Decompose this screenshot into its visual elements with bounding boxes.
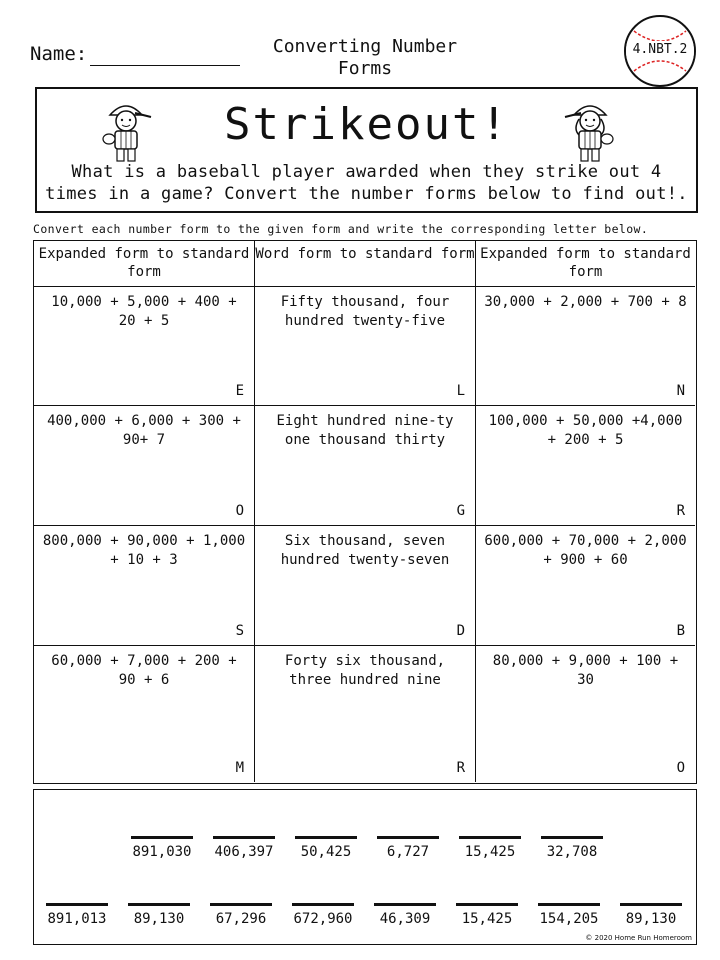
answer-blank[interactable] <box>456 903 518 906</box>
answer-number: 15,425 <box>464 844 516 860</box>
answer-blank[interactable] <box>128 903 190 906</box>
answer-blank[interactable] <box>538 903 600 906</box>
column-header: Expanded form to standard form <box>34 241 255 287</box>
answer-number: 154,205 <box>539 911 599 927</box>
answer-number: 89,130 <box>625 911 677 927</box>
answer-blank[interactable] <box>459 836 521 839</box>
answer-letter: D <box>456 623 465 639</box>
answer-number: 32,708 <box>546 844 598 860</box>
answer-number: 891,030 <box>132 844 192 860</box>
answer-letter: N <box>676 383 685 399</box>
riddle-line-1: What is a baseball player awarded when they strike out 4 <box>71 162 662 182</box>
answer-number: 67,296 <box>215 911 267 927</box>
title-line-1: Converting Number <box>272 36 458 57</box>
copyright-notice: © 2020 Home Run Homeroom <box>585 934 692 942</box>
answer-slot[interactable] <box>211 836 277 860</box>
problem-text: 10,000 + 5,000 + 400 + 20 + 5 <box>51 294 237 329</box>
column-header: Word form to standard form <box>255 241 476 287</box>
answer-letter: R <box>676 503 685 519</box>
strikeout-title: Strikeout! <box>224 99 509 150</box>
riddle-question <box>37 161 696 205</box>
problem-text: 800,000 + 90,000 + 1,000 + 10 + 3 <box>42 533 246 568</box>
answer-number: 406,397 <box>214 844 274 860</box>
answer-number: 50,425 <box>300 844 352 860</box>
problem-cell[interactable] <box>255 646 476 782</box>
answer-slot[interactable] <box>44 903 110 927</box>
answer-slot[interactable] <box>536 903 602 927</box>
name-line[interactable] <box>90 65 240 66</box>
answer-blank[interactable] <box>374 903 436 906</box>
answer-letter: E <box>235 383 244 399</box>
answer-letter: O <box>676 760 685 776</box>
name-label: Name: <box>30 43 88 65</box>
problem-cell[interactable] <box>34 646 255 782</box>
problem-cell[interactable] <box>255 287 476 406</box>
answer-letter: L <box>456 383 465 399</box>
answer-slot[interactable] <box>375 836 441 860</box>
problem-text: 100,000 + 50,000 +4,000 + 200 + 5 <box>488 413 683 448</box>
answer-letter: G <box>456 503 465 519</box>
problem-cell[interactable] <box>34 406 255 526</box>
answer-blank[interactable] <box>620 903 682 906</box>
answer-slot[interactable] <box>290 903 356 927</box>
problem-text: Eight hundred nine-ty one thousand thirty <box>276 413 454 448</box>
problem-cell[interactable] <box>255 406 476 526</box>
problem-cell[interactable] <box>476 526 695 646</box>
problem-cell[interactable] <box>476 406 695 526</box>
problem-cell[interactable] <box>255 526 476 646</box>
strikeout-banner <box>35 87 698 213</box>
answer-number: 46,309 <box>379 911 431 927</box>
answer-slot[interactable] <box>126 903 192 927</box>
answer-letter: O <box>235 503 244 519</box>
column-header: Expanded form to standard form <box>476 241 695 287</box>
answer-blank[interactable] <box>377 836 439 839</box>
answer-blank[interactable] <box>213 836 275 839</box>
riddle-line-2: times in a game? Convert the number forms below to find out!. <box>45 184 688 204</box>
problem-text: Forty six thousand, three hundred nine <box>284 653 446 688</box>
problem-cell[interactable] <box>34 526 255 646</box>
problem-text: Fifty thousand, four hundred twenty-five <box>280 294 450 329</box>
answer-number: 672,960 <box>293 911 353 927</box>
answer-slot[interactable] <box>454 903 520 927</box>
answer-slot[interactable] <box>129 836 195 860</box>
answer-letter: B <box>676 623 685 639</box>
answer-blank[interactable] <box>131 836 193 839</box>
instructions: Convert each number form to the given form and write the corresponding letter below. <box>33 222 649 236</box>
answer-blank[interactable] <box>295 836 357 839</box>
answer-number: 6,727 <box>386 844 430 860</box>
title-line-2: Forms <box>337 58 393 79</box>
standard-code: 4.NBT.2 <box>626 41 694 59</box>
answer-blank[interactable] <box>46 903 108 906</box>
problem-text: Six thousand, seven hundred twenty-seven <box>280 533 450 568</box>
worksheet-title <box>240 36 490 80</box>
answer-letter: M <box>235 760 244 776</box>
answer-letter: S <box>235 623 244 639</box>
answer-number: 89,130 <box>133 911 185 927</box>
baseball-standard-badge <box>624 15 696 87</box>
answer-letter: R <box>456 760 465 776</box>
answer-slot[interactable] <box>208 903 274 927</box>
answer-blank[interactable] <box>292 903 354 906</box>
answer-key-box <box>33 789 697 945</box>
problem-cell[interactable] <box>476 287 695 406</box>
problem-text: 400,000 + 6,000 + 300 + 90+ 7 <box>47 413 241 448</box>
answer-slot[interactable] <box>457 836 523 860</box>
answer-slot[interactable] <box>293 836 359 860</box>
answer-blank[interactable] <box>210 903 272 906</box>
problem-text: 600,000 + 70,000 + 2,000 + 900 + 60 <box>484 533 687 568</box>
answer-number: 891,013 <box>47 911 107 927</box>
answer-slot[interactable] <box>372 903 438 927</box>
problem-text: 80,000 + 9,000 + 100 + 30 <box>492 653 679 688</box>
problem-text: 30,000 + 2,000 + 700 + 8 <box>484 294 687 310</box>
answer-slot[interactable] <box>539 836 605 860</box>
answer-slot[interactable] <box>618 903 684 927</box>
answer-blank[interactable] <box>541 836 603 839</box>
problem-text: 60,000 + 7,000 + 200 + 90 + 6 <box>51 653 237 688</box>
problem-cell[interactable] <box>34 287 255 406</box>
answer-number: 15,425 <box>461 911 513 927</box>
problem-grid <box>33 240 697 784</box>
problem-cell[interactable] <box>476 646 695 782</box>
